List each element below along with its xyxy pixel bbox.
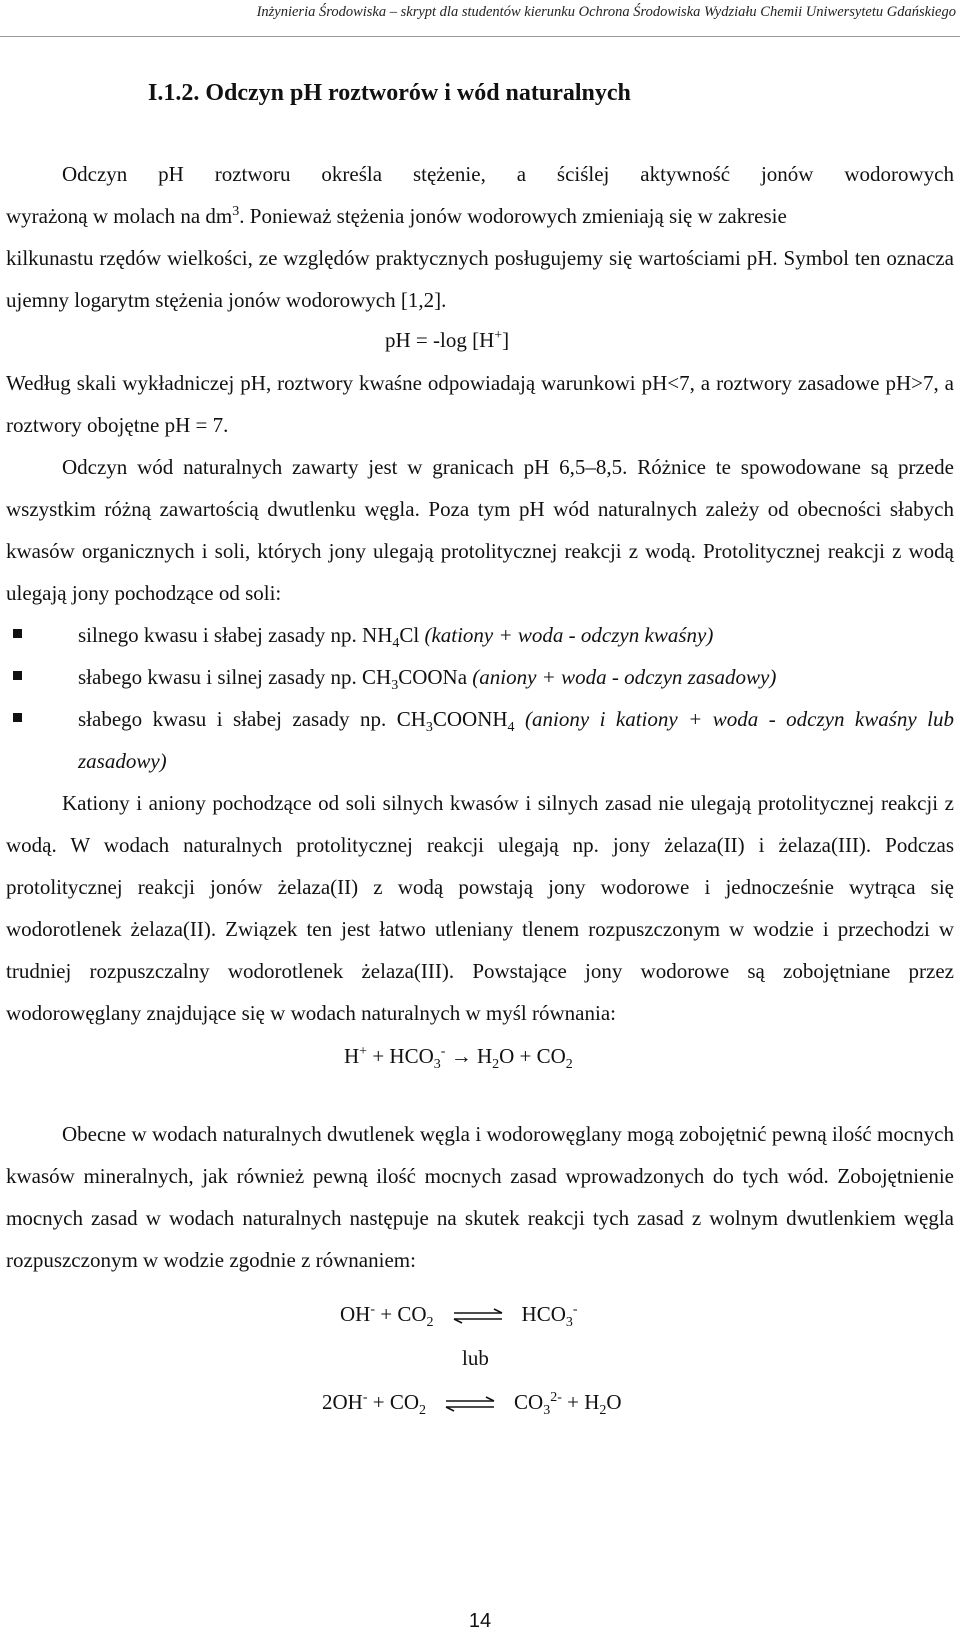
header-rule xyxy=(0,36,960,37)
eq2-hco: + HCO xyxy=(367,1044,434,1068)
para1-superscript: 3 xyxy=(232,204,240,219)
eq-ph-left: pH = -log [H xyxy=(385,328,495,352)
bullet3-sub2: 4 xyxy=(507,720,515,736)
eq2-hsup: + xyxy=(359,1044,368,1059)
equation-bicarbonate xyxy=(344,1044,573,1073)
eq4-h2osub: 2 xyxy=(599,1403,607,1419)
equation-ph xyxy=(385,328,509,353)
bullet-square-icon xyxy=(13,671,22,680)
eq3-hcosup: - xyxy=(572,1302,578,1317)
equation-carbonate xyxy=(322,1390,622,1419)
eq4-coef: 2OH xyxy=(322,1390,363,1414)
para1-text-a: wyrażoną w molach na dm xyxy=(6,204,233,228)
eq2-o: O + CO xyxy=(499,1044,566,1068)
bullet-item-3 xyxy=(8,698,954,782)
eq4-cosub: 2 xyxy=(419,1403,427,1419)
eq3-oh: OH xyxy=(340,1302,371,1326)
para2: Według skali wykładniczej pH, roztwory kwaśne odpowiadają warunkowi pH<7, a roztwory zasadowe pH>7, a roztwory obojętne pH = 7. xyxy=(6,371,954,437)
bullet1-sub: 4 xyxy=(392,636,400,652)
bullet2-plain2: COONa xyxy=(398,665,473,689)
section-title: I.1.2. Odczyn pH roztworów i wód naturalnych xyxy=(148,80,631,106)
para4: Kationy i aniony pochodzące od soli silnych kwasów i silnych zasad nie ulegają protolitycznej reakcji z wodą. W wodach naturalnych protolitycznej reakcji ulegają np. jony żelaza(II) i żelaza(III). Podczas protolitycznej reakcji jonów żelaza(II) z wodą powstają jony wodorowe i jednocześnie wytrąca się wodorotlenek żelaza(II). Związek ten jest łatwo utleniany tlenem rozpuszczonym w wodzie i przechodzi w trudniej rozpuszczalny wodorotlenek żelaza(III). Powstające jony wodorowe są zobojętniane przez wodorowęglany znajdujące się w wodach naturalnych w myśl równania: xyxy=(6,791,954,1025)
running-header: Inżynieria Środowiska – skrypt dla studentów kierunku Ochrona Środowiska Wydziału Chemii Uniwersytetu Gdańskiego xyxy=(256,4,956,20)
bullet-text-1 xyxy=(78,614,954,656)
eq4-h2o: + H xyxy=(561,1390,600,1414)
bullet-square-icon xyxy=(13,713,22,722)
bullet2-plain: słabego kwasu i silnej zasady np. CH xyxy=(78,665,392,689)
eq3-cosub: 2 xyxy=(426,1315,434,1331)
eq3-ohsup: - xyxy=(370,1302,376,1317)
equilibrium-arrow-icon xyxy=(444,1396,496,1412)
eq3-co: + CO xyxy=(375,1302,427,1326)
para1-line1: Odczyn pH roztworu określa stężenie, a ściślej aktywność jonów wodorowych xyxy=(62,162,954,186)
eq2-hcosup: - xyxy=(440,1044,446,1059)
eq2-hcosub: 3 xyxy=(433,1057,441,1073)
eq3-hcosub: 3 xyxy=(565,1315,573,1331)
bullet2-sub: 3 xyxy=(391,678,399,694)
eq4-o: O xyxy=(606,1390,622,1414)
para5: Obecne w wodach naturalnych dwutlenek węgla i wodorowęglany mogą zobojętnić pewną ilość mocnych kwasów mineralnych, jak również pewną ilość mocnych zasad wprowadzonych do tych wód. Zobojętnienie mocnych zasad w wodach naturalnych następuje na skutek reakcji tych zasad z wolnym dwutlenkiem węgla rozpuszczonym w wodzie zgodnie z równaniem: xyxy=(6,1122,954,1272)
bullet1-plain2: Cl xyxy=(399,623,425,647)
eq4-co: + CO xyxy=(367,1390,420,1414)
eq2-h: H xyxy=(344,1044,360,1068)
eq2-cosub: 2 xyxy=(565,1057,573,1073)
bullet-square-icon xyxy=(13,629,22,638)
equation-hydroxide-co2 xyxy=(340,1302,578,1331)
bullet-text-3 xyxy=(78,698,954,782)
eq-ph-right: ] xyxy=(502,328,510,352)
bullet3-sub: 3 xyxy=(425,720,433,736)
bullet2-italic: (aniony + woda - odczyn zasadowy) xyxy=(472,665,777,689)
para1-text-b: . Ponieważ stężenia jonów wodorowych zmieniają się w zakresie xyxy=(239,204,787,228)
eq4-co3: CO xyxy=(514,1390,544,1414)
bullet1-plain: silnego kwasu i słabej zasady np. NH xyxy=(78,623,393,647)
eq2-h2o: H xyxy=(476,1044,493,1068)
para1-rest: kilkunastu rzędów wielkości, ze względów praktycznych posługujemy się wartościami pH. Symbol ten oznacza ujemny logarytm stężenia jonów wodorowych [1,2]. xyxy=(6,246,954,312)
eq2-h2osub: 2 xyxy=(492,1057,500,1073)
eq4-ohsup: - xyxy=(362,1390,368,1405)
bullet1-italic: (kationy + woda - odczyn kwaśny) xyxy=(424,623,714,647)
bullet3-plain2: COONH xyxy=(432,707,508,731)
para3: Odczyn wód naturalnych zawarty jest w granicach pH 6,5–8,5. Różnice te spowodowane są przede wszystkim różną zawartością dwutlenku węgla. Poza tym pH wód naturalnych zależy od obecności słabych kwasów organicznych i soli, których jony ulegają protolitycznej reakcji z wodą. Protolitycznej reakcji z wodą ulegają jony pochodzące od soli: xyxy=(6,455,954,605)
para1-line2 xyxy=(6,195,954,237)
equation-or-label: lub xyxy=(462,1346,489,1370)
eq3-hco: HCO xyxy=(521,1302,566,1326)
eq-ph-sup: + xyxy=(494,328,503,343)
equilibrium-arrow-icon xyxy=(452,1308,504,1324)
eq4-co3sup: 2- xyxy=(550,1390,562,1405)
bullet-text-2 xyxy=(78,656,954,698)
bullet3-italic: (aniony i kationy + woda - odczyn kwaśny lub zasadowy) xyxy=(78,707,955,773)
eq4-co3sub: 3 xyxy=(543,1403,551,1419)
page-number: 14 xyxy=(468,1610,492,1632)
bullet3-plain: słabego kwasu i słabej zasady np. CH xyxy=(78,707,426,731)
eq2-arrow: → xyxy=(445,1044,477,1068)
